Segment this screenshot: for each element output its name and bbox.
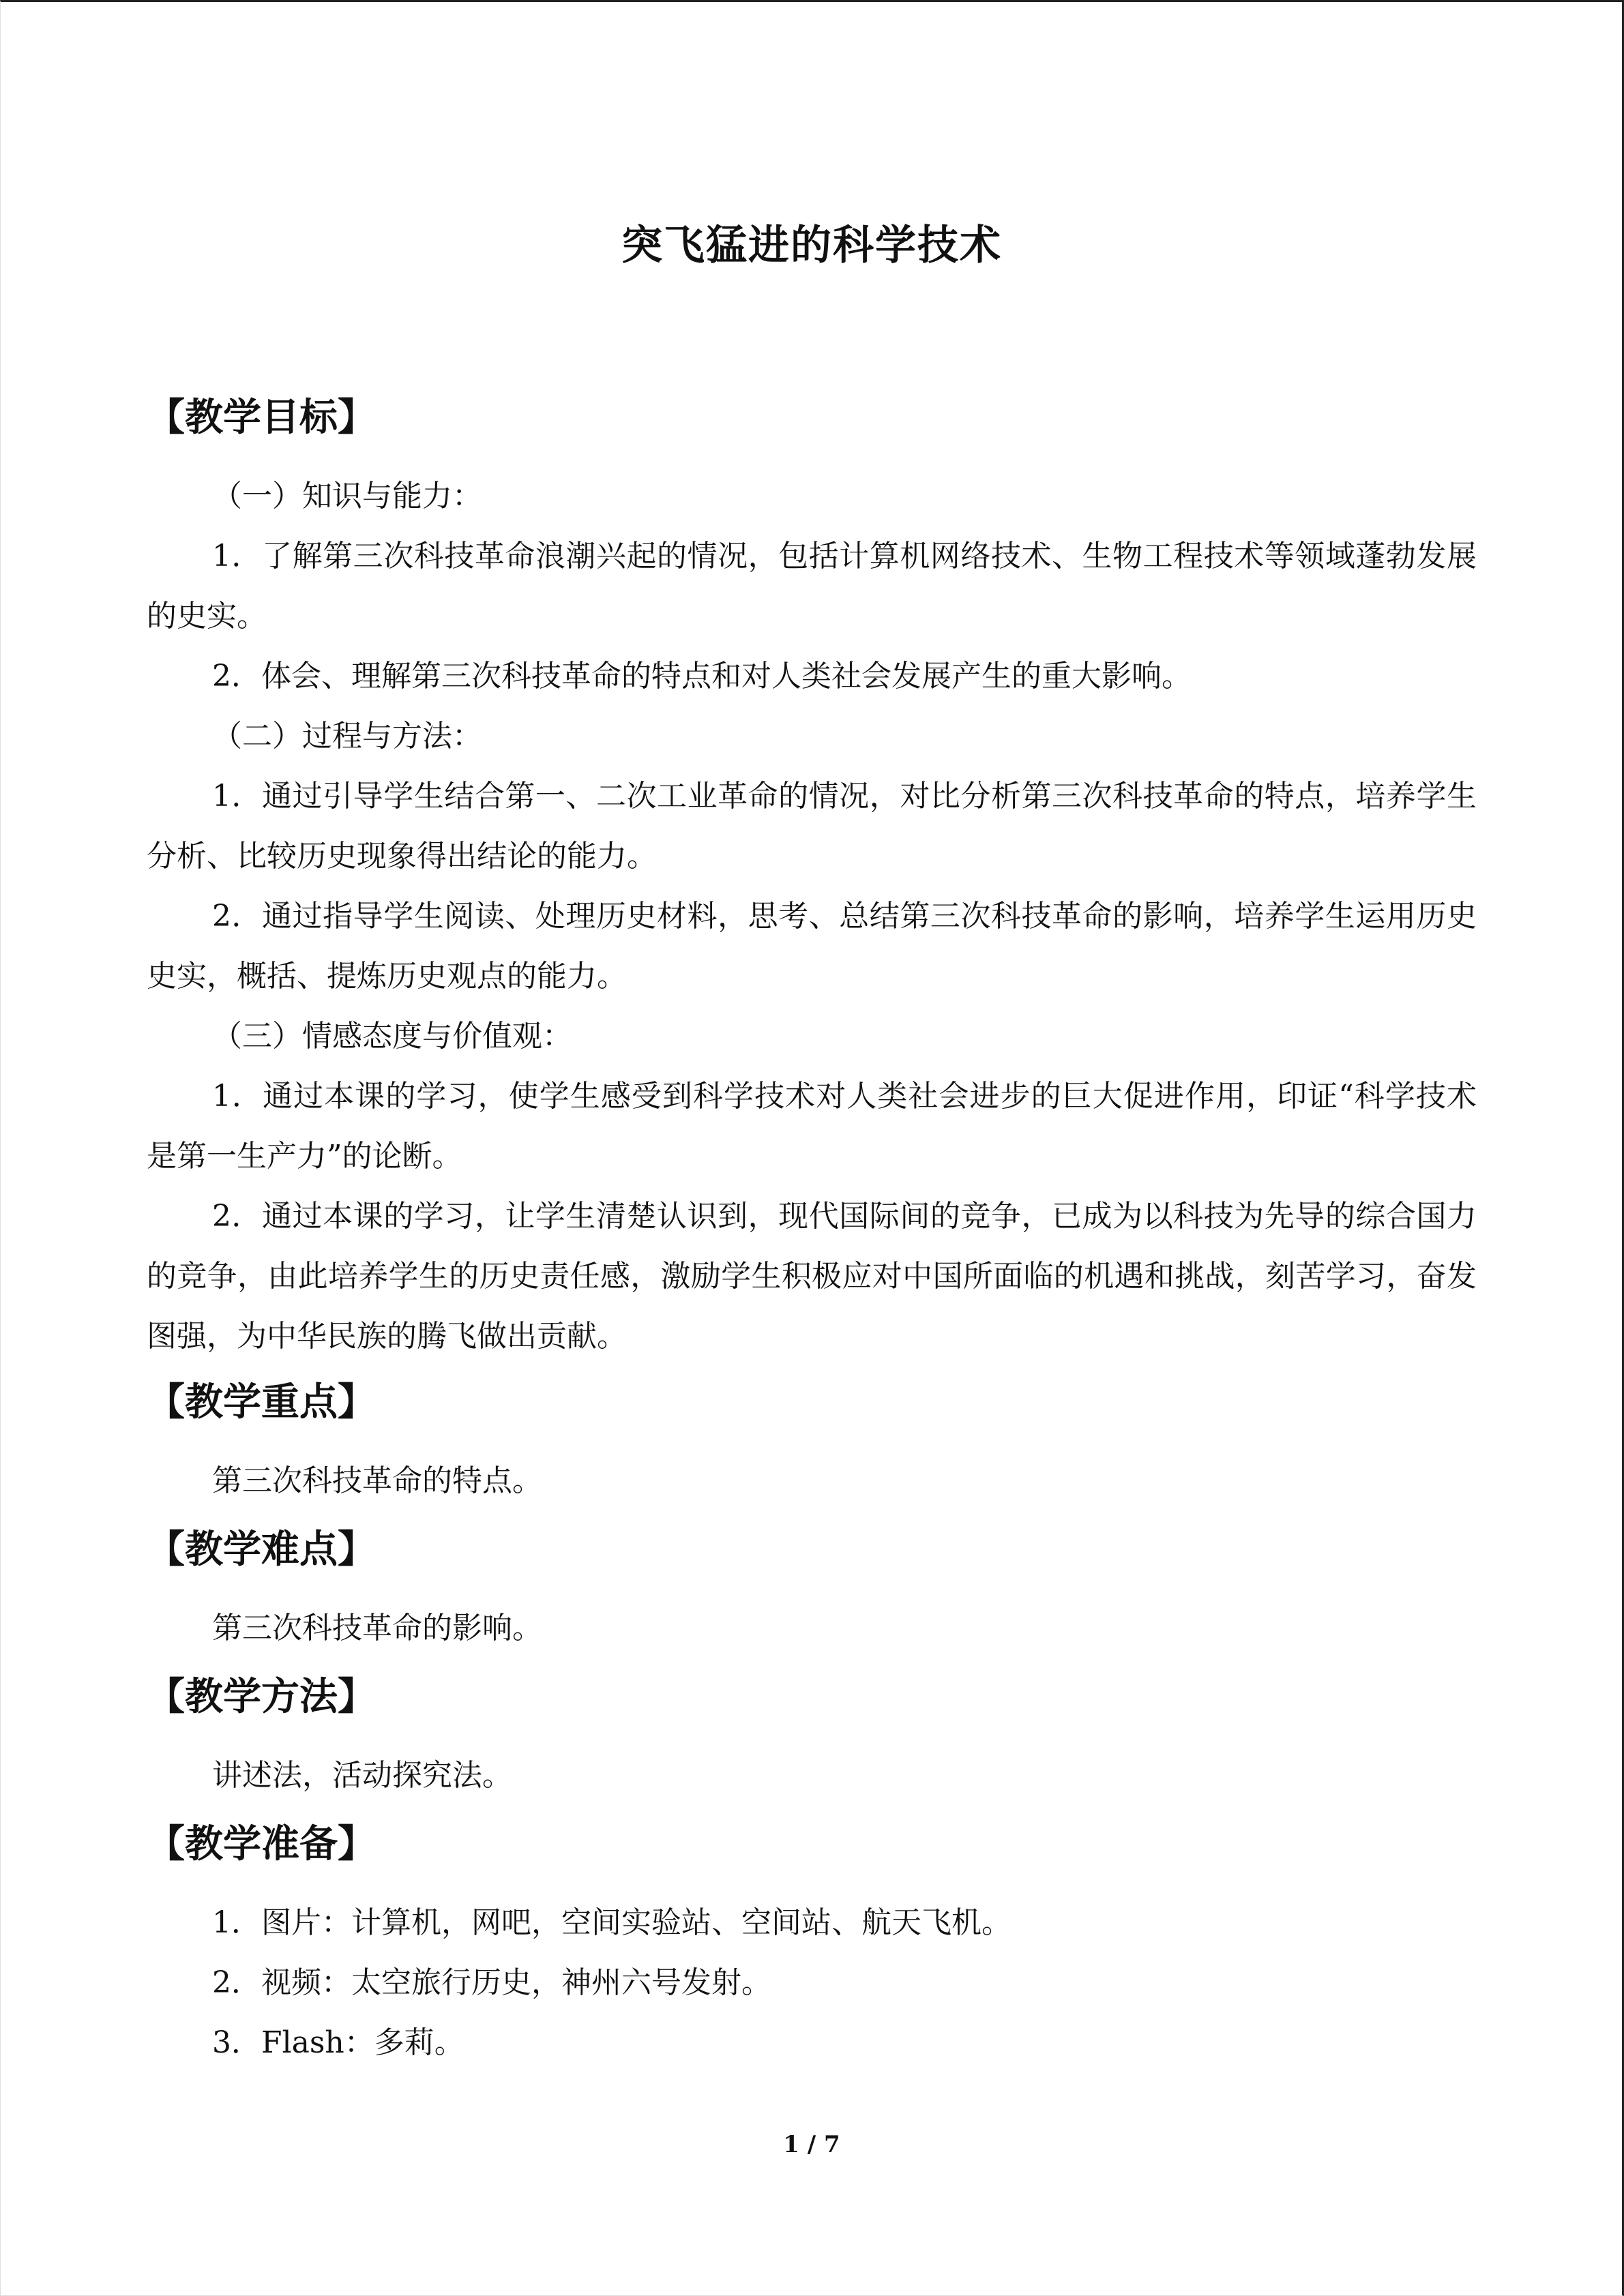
page-number: 1 / 7: [783, 2131, 840, 2158]
objectives-para-4: 2．通过指导学生阅读、处理历史材料，思考、总结第三次科技革命的影响，培养学生运用历史史实，概括、提炼历史观点的能力。: [147, 899, 1477, 994]
preparation-item: 3．Flash：多莉。: [212, 2025, 464, 2060]
objectives-para-6: 2．通过本课的学习，让学生清楚认识到，现代国际间的竞争，已成为以科技为先导的综合国力的竞争，由此培养学生的历史责任感，激励学生积极应对中国所面临的机遇和挑战，刻苦学习，奋发图强，为中华民族的腾飞做出贡献。: [147, 1199, 1477, 1354]
preparation-item: 1．图片：计算机，网吧，空间实验站、空间站、航天飞机。: [212, 1905, 1012, 1940]
objectives-para-1: 1．了解第三次科技革命浪潮兴起的情况，包括计算机网络技术、生物工程技术等领域蓬勃发展的史实。: [147, 539, 1477, 633]
objectives-heading: 【教学目标】: [147, 396, 376, 440]
key-points-heading: 【教学重点】: [147, 1380, 376, 1425]
preparation-heading: 【教学准备】: [147, 1822, 376, 1866]
document-title: 突飞猛进的科学技术: [621, 222, 1002, 269]
objectives-para-2: 2．体会、理解第三次科技革命的特点和对人类社会发展产生的重大影响。: [212, 659, 1192, 694]
preparation-item: 2．视频：太空旅行历史，神州六号发射。: [212, 1965, 771, 2000]
objectives-sub-knowledge: （一）知识与能力：: [212, 479, 482, 513]
difficulties-heading: 【教学难点】: [147, 1527, 376, 1572]
key-points-text: 第三次科技革命的特点。: [212, 1463, 542, 1498]
objectives-sub-values: （三）情感态度与价值观：: [212, 1019, 572, 1054]
objectives-para-5: 1．通过本课的学习，使学生感受到科学技术对人类社会进步的巨大促进作用，印证“科学技术是第一生产力”的论断。: [147, 1079, 1477, 1174]
methods-text: 讲述法，活动探究法。: [212, 1758, 512, 1793]
objectives-para-3: 1．通过引导学生结合第一、二次工业革命的情况，对比分析第三次科技革命的特点，培养学生分析、比较历史现象得出结论的能力。: [147, 779, 1477, 874]
difficulties-text: 第三次科技革命的影响。: [212, 1611, 542, 1645]
methods-heading: 【教学方法】: [147, 1675, 376, 1719]
objectives-sub-process: （二）过程与方法：: [212, 719, 482, 754]
